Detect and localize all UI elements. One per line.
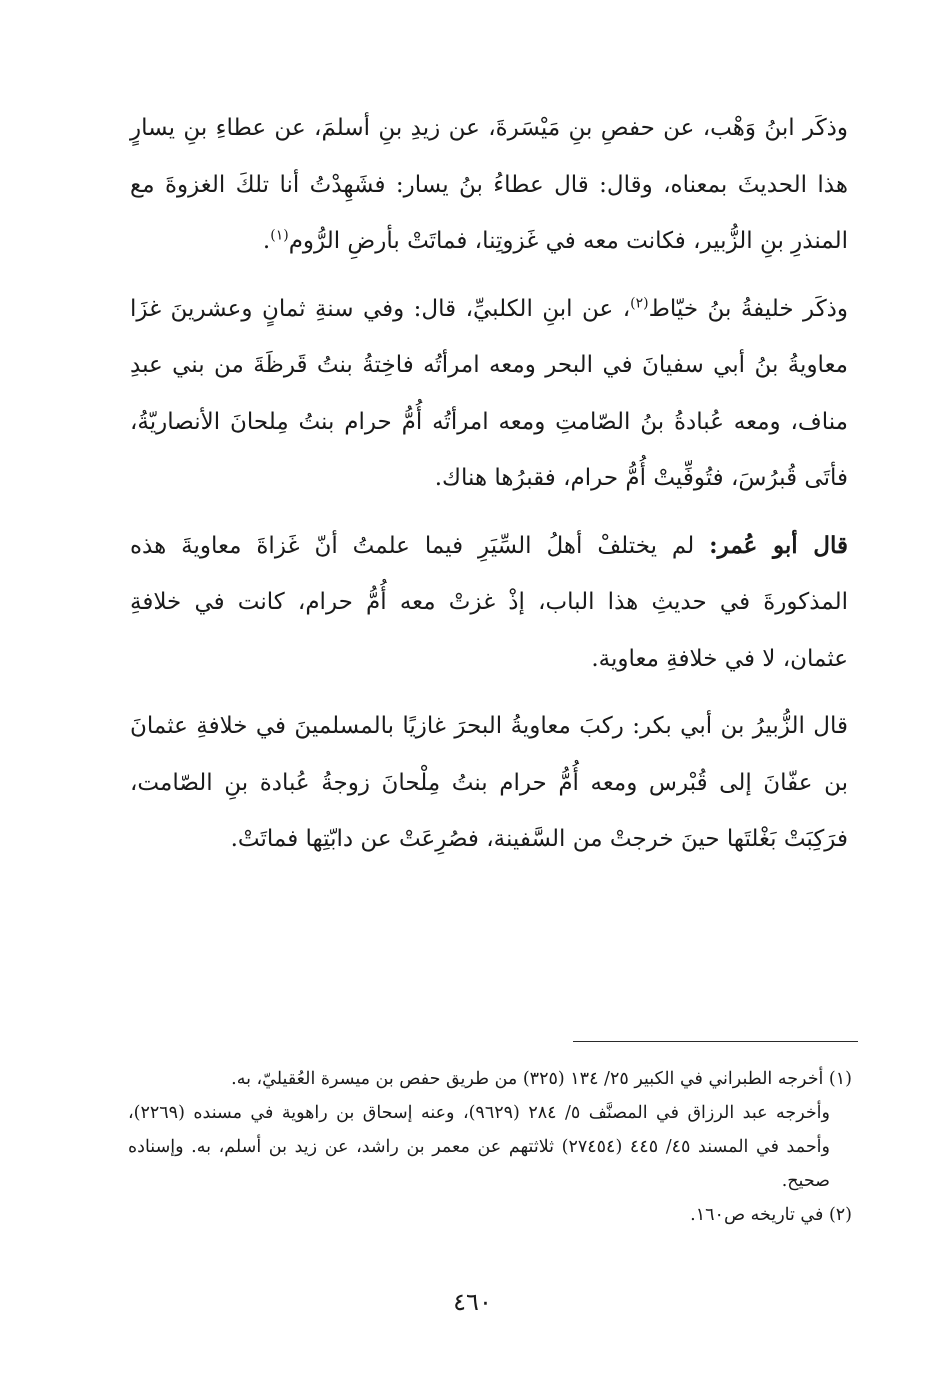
footnote-1-continuation: وأخرجه عبد الرزاق في المصنَّف ٥/ ٢٨٤ (٩٦٢٩)، وعنه إسحاق بن راهوية في مسنده (٢٢٦٩)، وأحمد في المسند ٤٥/ ٤٤٥ (٢٧٤٥٤) ثلاثتهم عن معمر بن راشد، عن زيد بن أسلم، به. وإسناده صحيح. — [128, 1103, 830, 1191]
paragraph-1-text: وذكَر ابنُ وَهْب، عن حفصِ بنِ مَيْسَرةَ، عن زيدِ بنِ أسلمَ، عن عطاءِ بنِ يسارٍ هذا الحديثَ بمعناه، وقال: قال عطاءُ بنُ يسار: فشَهِدْتُ أنا تلكَ الغزوةَ مع المنذرِ بنِ الزُّبير، فكانت معه في غَزوتِنا، فماتَتْ بأرضِ الرُّوم — [130, 115, 848, 254]
paragraph-3 — [130, 518, 848, 688]
paragraph-3-text: لم يختلفْ أهلُ السِّيَرِ فيما علمتُ أنّ غَزاةَ معاويةَ هذه المذكورةَ في حديثِ هذا الباب، إذْ غزتْ معه أُمُّ حرام، كانت في خلافةِ عثمان، لا في خلافةِ معاوية. — [130, 532, 848, 672]
paragraph-3-lead: قال أبو عُمر: — [709, 531, 849, 559]
paragraph-1 — [130, 100, 848, 270]
main-text — [130, 100, 848, 879]
footnote-ref-1[interactable]: (١) — [270, 227, 289, 244]
paragraph-2-rest: ، عن ابنِ الكلبيِّ، قال: وفي سنةِ ثمانٍ وعشرينَ غزَا معاويةُ بنُ أبي سفيانَ في البحر ومعه امرأتُه فاخِتةُ بنتُ قَرظَةَ من بني عبدِ مناف، ومعه عُبادةُ بنُ الصّامتِ ومعه امرأتُه أُمُّ حرام بنتُ مِلحانَ الأنصاريّةُ، فأتَى قُبرُسَ، فتُوفِّيتْ أُمُّ حرام، فقبرُها هناك. — [130, 295, 848, 491]
paragraph-1-end: . — [262, 228, 271, 254]
paragraph-4 — [130, 698, 848, 868]
footnote-ref-2[interactable]: (٢) — [630, 294, 649, 311]
paragraph-4-text: قال الزُّبيرُ بن أبي بكر: ركبَ معاويةُ البحرَ غازيًا بالمسلمينَ في خلافةِ عثمانَ بن عفّانَ إلى قُبْرس ومعه أُمُّ حرام بنتُ مِلْحانَ زوجةُ عُبادة بنِ الصّامت، فرَكِبَتْ بَغْلتَها حينَ خرجتْ من السَّفينة، فصُرِعَتْ عن دابّتِها فماتَتْ. — [130, 713, 848, 852]
page-number: ٤٦٠ — [453, 1288, 492, 1316]
footnote-1: (١) أخرجه الطبراني في الكبير ٢٥/ ١٣٤ (٣٢٥) من طريق حفص بن ميسرة العُقيليّ، به. — [231, 1069, 852, 1089]
footnote-2: (٢) في تاريخه ص١٦٠. — [690, 1205, 852, 1225]
footnotes — [128, 1062, 852, 1232]
footnote-divider — [573, 1041, 858, 1042]
paragraph-2-text: وذكَر خليفةُ بنُ خيّاط — [648, 295, 848, 322]
paragraph-2 — [130, 281, 848, 507]
